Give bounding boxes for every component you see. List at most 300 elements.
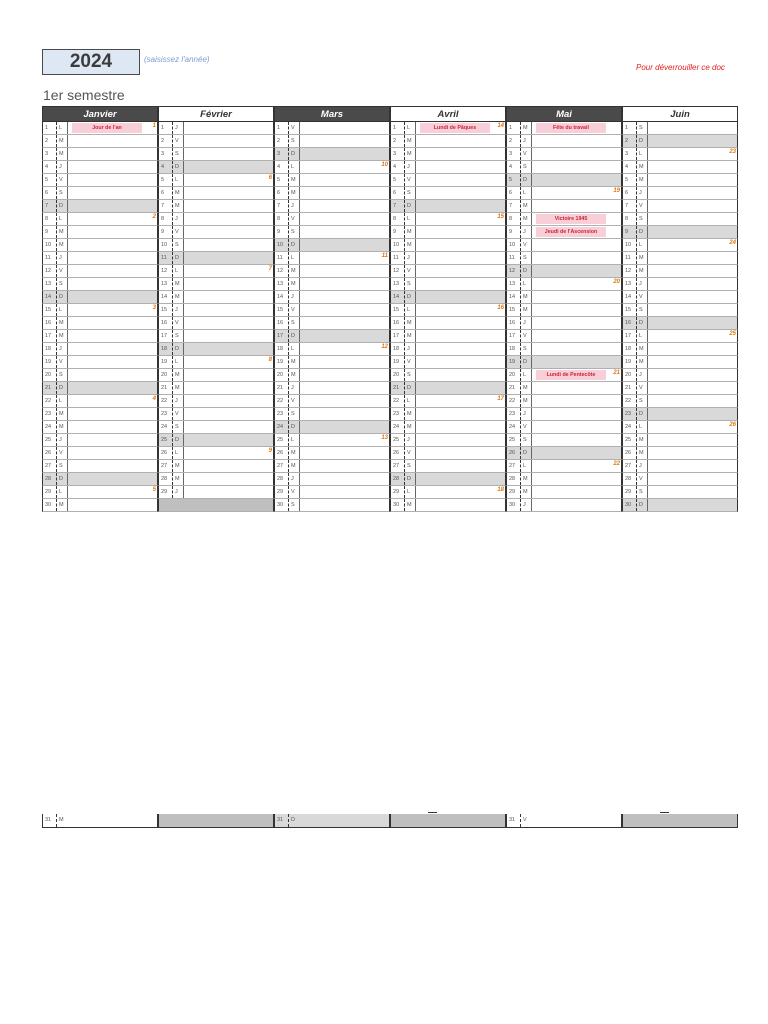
day-note-cell[interactable] [299,460,389,472]
day-note-cell[interactable] [67,304,157,316]
day-row[interactable] [158,265,274,278]
day-row[interactable] [274,265,390,278]
day-row[interactable] [390,135,506,148]
day-note-cell[interactable] [415,187,505,199]
day-note-cell[interactable] [299,499,389,511]
day-row[interactable] [390,408,506,421]
day-note-cell[interactable] [647,460,737,472]
day-row[interactable] [506,434,622,447]
day-note-cell[interactable] [647,122,737,134]
day-note-cell[interactable] [299,239,389,251]
day-row[interactable] [158,317,274,330]
day-row[interactable] [158,252,274,265]
day-row[interactable] [390,304,506,317]
day-row[interactable] [390,161,506,174]
day-note-cell[interactable] [647,408,737,420]
day-note-cell[interactable] [67,408,157,420]
day-row[interactable] [158,473,274,486]
day-note-cell[interactable] [531,174,621,186]
day-row[interactable] [622,473,738,486]
day-note-cell[interactable] [647,434,737,446]
day-note-cell[interactable] [531,499,621,511]
day-row[interactable] [622,304,738,317]
day-note-cell[interactable] [415,356,505,368]
day-note-cell[interactable] [299,187,389,199]
day-note-cell[interactable] [299,135,389,147]
day-note-cell[interactable] [299,356,389,368]
day-note-cell[interactable] [67,200,157,212]
day-row[interactable] [42,382,158,395]
day-row[interactable] [390,382,506,395]
day-row[interactable] [506,187,622,200]
day-31-row[interactable] [274,814,390,828]
day-row[interactable] [390,174,506,187]
day-note-cell[interactable] [647,265,737,277]
day-note-cell[interactable] [67,395,157,407]
day-note-cell[interactable] [183,369,273,381]
day-note-cell[interactable] [299,434,389,446]
day-row[interactable] [506,408,622,421]
day-row[interactable] [42,187,158,200]
day-row[interactable] [622,434,738,447]
day-row[interactable] [42,343,158,356]
day-note-cell[interactable] [299,291,389,303]
day-row[interactable] [42,421,158,434]
day-row[interactable] [390,148,506,161]
day-note-cell[interactable] [647,226,737,238]
day-note-cell[interactable] [415,369,505,381]
day-note-cell[interactable] [67,278,157,290]
day-row[interactable] [274,395,390,408]
day-row[interactable] [506,499,622,512]
day-row[interactable] [42,122,158,135]
day-note-cell[interactable] [647,395,737,407]
day-note-cell[interactable] [647,382,737,394]
day-note-cell[interactable] [183,447,273,459]
day-row[interactable] [622,291,738,304]
day-row[interactable] [274,200,390,213]
year-input[interactable]: 2024 [42,49,140,75]
day-note-cell[interactable] [183,382,273,394]
day-row[interactable] [158,161,274,174]
day-row[interactable] [274,213,390,226]
day-note-cell[interactable] [647,278,737,290]
day-row[interactable] [506,174,622,187]
day-row[interactable] [42,239,158,252]
day-note-cell[interactable] [183,356,273,368]
day-row[interactable] [390,213,506,226]
day-note-cell[interactable] [531,330,621,342]
day-row[interactable] [42,460,158,473]
day-note-cell[interactable] [531,161,621,173]
day-note-cell[interactable] [67,317,157,329]
day-row[interactable] [158,460,274,473]
day-note-cell[interactable] [183,148,273,160]
day-row[interactable] [390,200,506,213]
day-note-cell[interactable] [183,486,273,498]
day-row[interactable] [42,161,158,174]
day-row[interactable] [42,213,158,226]
day-note-cell[interactable] [531,343,621,355]
day-row[interactable] [274,226,390,239]
day-note-cell[interactable] [415,200,505,212]
day-note-cell[interactable] [67,239,157,251]
day-note-cell[interactable] [415,317,505,329]
day-row[interactable] [622,278,738,291]
day-note-cell[interactable] [415,226,505,238]
day-note-cell[interactable] [67,421,157,433]
day-row[interactable] [506,304,622,317]
day-note-cell[interactable] [531,200,621,212]
day-note-cell[interactable] [183,408,273,420]
day-row[interactable] [622,486,738,499]
day-note-cell[interactable] [531,278,621,290]
day-row[interactable] [390,356,506,369]
day-row[interactable] [390,330,506,343]
day-row[interactable] [42,499,158,512]
day-row[interactable] [390,421,506,434]
day-note-cell[interactable] [299,330,389,342]
day-note-cell[interactable] [67,148,157,160]
day-row[interactable] [158,122,274,135]
day-note-cell[interactable] [183,317,273,329]
day-row[interactable] [274,473,390,486]
day-row[interactable] [506,317,622,330]
day-row[interactable] [42,304,158,317]
day-note-cell[interactable] [531,239,621,251]
day-row[interactable] [274,135,390,148]
day-row[interactable] [622,499,738,512]
day-note-cell[interactable] [299,148,389,160]
day-note-cell[interactable] [183,304,273,316]
day-row[interactable] [42,200,158,213]
day-note-cell[interactable] [531,447,621,459]
day-note-cell[interactable] [531,135,621,147]
day-note-cell[interactable] [67,447,157,459]
day-row[interactable] [158,213,274,226]
day-note-cell[interactable] [67,460,157,472]
day-note-cell[interactable] [67,330,157,342]
day-note-cell[interactable] [299,447,389,459]
day-note-cell[interactable] [531,434,621,446]
day-note-cell[interactable] [647,421,737,433]
day-note-cell[interactable] [299,343,389,355]
day-note-cell[interactable] [647,213,737,225]
day-row[interactable] [274,499,390,512]
day-note-cell[interactable] [647,330,737,342]
day-row[interactable] [274,239,390,252]
day-note-cell[interactable] [415,499,505,511]
day-note-cell[interactable] [647,356,737,368]
day-row[interactable] [274,148,390,161]
day-note-cell[interactable] [415,343,505,355]
day-note-cell[interactable] [299,174,389,186]
day-row[interactable] [42,434,158,447]
day-note-cell[interactable] [647,499,737,511]
day-note-cell[interactable] [415,135,505,147]
day-row[interactable] [390,473,506,486]
day-row[interactable] [274,408,390,421]
day-note-cell[interactable] [531,421,621,433]
day-row[interactable] [42,226,158,239]
day-note-cell[interactable] [67,291,157,303]
day-note-cell[interactable] [299,486,389,498]
day-note-cell[interactable] [67,473,157,485]
day-note-cell[interactable] [67,187,157,199]
day-note-cell[interactable] [299,369,389,381]
day-note-cell[interactable] [299,252,389,264]
day-note-cell[interactable] [415,161,505,173]
day-note-cell[interactable] [183,135,273,147]
day-row[interactable] [42,291,158,304]
day-note-cell[interactable] [415,434,505,446]
day-row[interactable] [274,252,390,265]
day-note-cell[interactable] [415,239,505,251]
day-row[interactable] [158,278,274,291]
day-note-cell[interactable] [183,239,273,251]
day-31-row[interactable] [506,814,622,828]
day-note-cell[interactable] [67,486,157,498]
day-row[interactable] [42,486,158,499]
day-row[interactable] [158,187,274,200]
day-row[interactable] [390,239,506,252]
day-note-cell[interactable] [415,421,505,433]
day-row[interactable] [274,356,390,369]
day-note-cell[interactable] [299,473,389,485]
day-note-cell[interactable] [67,213,157,225]
day-row[interactable] [158,369,274,382]
day-note-cell[interactable] [183,252,273,264]
day-note-cell[interactable] [647,135,737,147]
day-row[interactable] [506,343,622,356]
day-note-cell[interactable] [299,382,389,394]
day-row[interactable] [390,265,506,278]
day-note-cell[interactable] [415,213,505,225]
day-note-cell[interactable] [647,447,737,459]
day-note-cell[interactable] [415,382,505,394]
day-note-cell[interactable] [299,395,389,407]
day-row[interactable] [42,135,158,148]
day-row[interactable] [622,122,738,135]
day-note-cell[interactable] [183,265,273,277]
day-note-cell[interactable] [299,814,389,827]
day-note-cell[interactable] [299,304,389,316]
day-row[interactable] [506,239,622,252]
day-row[interactable] [274,486,390,499]
day-note-cell[interactable] [299,161,389,173]
day-row[interactable] [390,460,506,473]
day-note-cell[interactable] [647,291,737,303]
day-note-cell[interactable] [183,200,273,212]
day-row[interactable] [158,135,274,148]
day-row[interactable] [274,369,390,382]
day-row[interactable] [622,226,738,239]
day-note-cell[interactable] [415,408,505,420]
day-row[interactable] [390,122,506,135]
day-note-cell[interactable] [531,265,621,277]
day-row[interactable] [622,148,738,161]
day-31-row[interactable] [42,814,158,828]
day-note-cell[interactable] [647,369,737,381]
day-row[interactable] [42,356,158,369]
day-note-cell[interactable] [183,291,273,303]
day-row[interactable] [274,291,390,304]
day-row[interactable] [506,252,622,265]
day-row[interactable] [274,161,390,174]
day-row[interactable] [622,369,738,382]
day-row[interactable] [42,317,158,330]
day-note-cell[interactable] [647,148,737,160]
day-note-cell[interactable] [415,304,505,316]
day-note-cell[interactable] [531,226,621,238]
day-note-cell[interactable] [531,814,621,827]
day-row[interactable] [158,434,274,447]
day-note-cell[interactable] [299,408,389,420]
day-note-cell[interactable] [299,200,389,212]
day-row[interactable] [158,304,274,317]
day-note-cell[interactable] [647,343,737,355]
day-note-cell[interactable] [183,122,273,134]
day-row[interactable] [42,330,158,343]
day-row[interactable] [42,369,158,382]
day-note-cell[interactable] [415,148,505,160]
day-row[interactable] [622,447,738,460]
day-note-cell[interactable] [531,473,621,485]
day-row[interactable] [506,356,622,369]
day-note-cell[interactable] [415,395,505,407]
day-note-cell[interactable] [183,421,273,433]
day-note-cell[interactable] [415,447,505,459]
day-row[interactable] [390,369,506,382]
day-row[interactable] [506,213,622,226]
day-row[interactable] [390,486,506,499]
day-row[interactable] [390,291,506,304]
day-row[interactable] [506,330,622,343]
day-row[interactable] [622,460,738,473]
day-row[interactable] [158,226,274,239]
day-row[interactable] [158,356,274,369]
day-note-cell[interactable] [531,252,621,264]
day-note-cell[interactable] [299,265,389,277]
day-note-cell[interactable] [415,174,505,186]
day-row[interactable] [506,486,622,499]
day-note-cell[interactable] [647,304,737,316]
day-note-cell[interactable] [67,356,157,368]
day-note-cell[interactable] [531,122,621,134]
day-row[interactable] [506,460,622,473]
day-note-cell[interactable] [183,434,273,446]
day-row[interactable] [622,200,738,213]
day-note-cell[interactable] [67,343,157,355]
day-row[interactable] [622,317,738,330]
day-row[interactable] [622,252,738,265]
day-note-cell[interactable] [183,174,273,186]
day-note-cell[interactable] [531,148,621,160]
day-note-cell[interactable] [415,265,505,277]
day-note-cell[interactable] [415,252,505,264]
day-row[interactable] [622,421,738,434]
day-row[interactable] [390,226,506,239]
day-row[interactable] [274,330,390,343]
day-row[interactable] [390,187,506,200]
day-row[interactable] [158,421,274,434]
day-note-cell[interactable] [67,161,157,173]
day-row[interactable] [390,395,506,408]
day-note-cell[interactable] [647,486,737,498]
day-row[interactable] [506,161,622,174]
day-row[interactable] [158,343,274,356]
day-note-cell[interactable] [531,395,621,407]
day-row[interactable] [506,421,622,434]
day-row[interactable] [622,239,738,252]
day-row[interactable] [506,291,622,304]
day-row[interactable] [42,278,158,291]
day-row[interactable] [42,252,158,265]
day-row[interactable] [390,499,506,512]
day-note-cell[interactable] [647,161,737,173]
day-note-cell[interactable] [67,122,157,134]
day-row[interactable] [158,486,274,499]
day-row[interactable] [506,122,622,135]
day-row[interactable] [390,343,506,356]
day-note-cell[interactable] [299,278,389,290]
day-note-cell[interactable] [183,330,273,342]
day-row[interactable] [158,447,274,460]
day-row[interactable] [274,447,390,460]
day-row[interactable] [506,226,622,239]
day-note-cell[interactable] [531,317,621,329]
day-note-cell[interactable] [647,239,737,251]
day-note-cell[interactable] [67,434,157,446]
day-row[interactable] [622,135,738,148]
day-row[interactable] [622,343,738,356]
day-row[interactable] [390,278,506,291]
day-note-cell[interactable] [183,473,273,485]
day-note-cell[interactable] [183,161,273,173]
day-row[interactable] [506,265,622,278]
day-row[interactable] [622,161,738,174]
day-row[interactable] [274,421,390,434]
day-note-cell[interactable] [415,278,505,290]
day-row[interactable] [274,460,390,473]
day-note-cell[interactable] [299,317,389,329]
day-note-cell[interactable] [299,122,389,134]
day-row[interactable] [158,395,274,408]
day-row[interactable] [274,278,390,291]
day-row[interactable] [622,408,738,421]
day-row[interactable] [42,265,158,278]
day-note-cell[interactable] [67,174,157,186]
day-row[interactable] [158,291,274,304]
day-row[interactable] [506,473,622,486]
day-note-cell[interactable] [415,473,505,485]
day-note-cell[interactable] [67,135,157,147]
day-note-cell[interactable] [531,408,621,420]
day-note-cell[interactable] [299,213,389,225]
day-row[interactable] [158,408,274,421]
day-note-cell[interactable] [531,291,621,303]
day-note-cell[interactable] [647,252,737,264]
day-note-cell[interactable] [183,395,273,407]
day-row[interactable] [622,174,738,187]
day-note-cell[interactable] [531,460,621,472]
day-note-cell[interactable] [183,278,273,290]
day-row[interactable] [42,148,158,161]
day-row[interactable] [158,382,274,395]
day-note-cell[interactable] [531,382,621,394]
day-note-cell[interactable] [531,369,621,381]
day-note-cell[interactable] [183,460,273,472]
